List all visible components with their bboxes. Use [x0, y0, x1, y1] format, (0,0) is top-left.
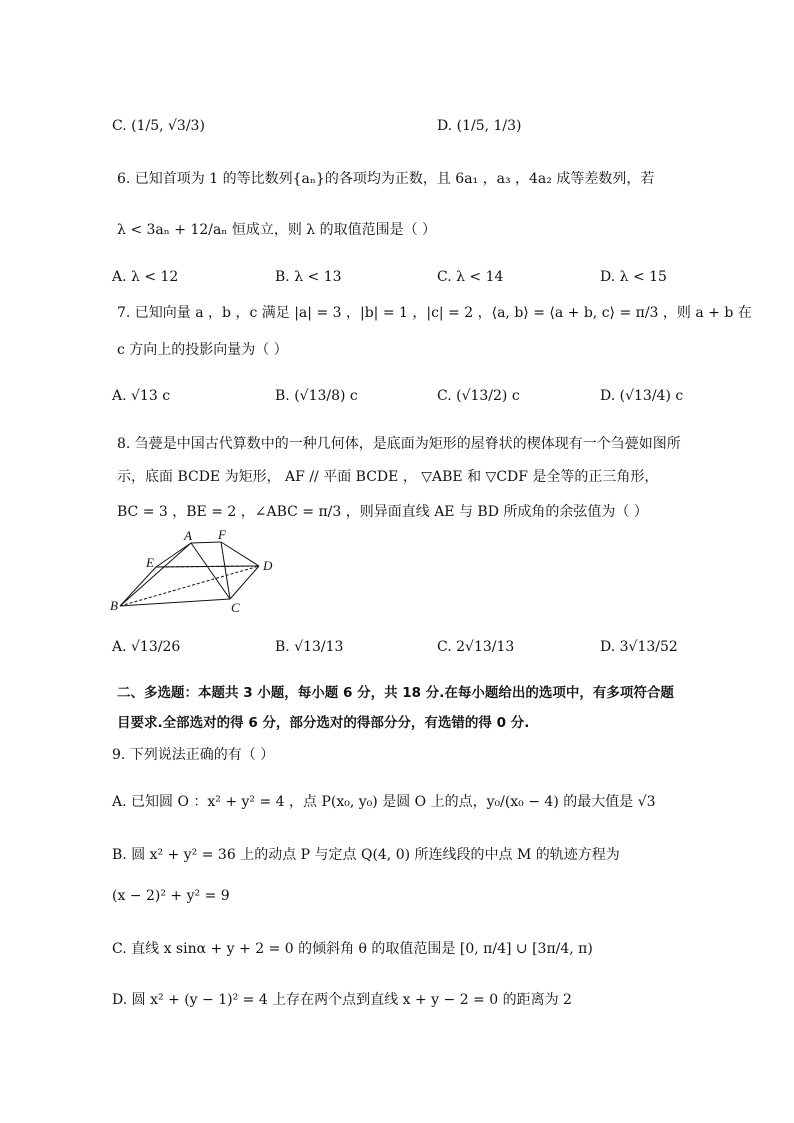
vertex-label-a: A: [184, 528, 192, 543]
q9-option-b-line2: (x − 2)² + y² = 9: [112, 888, 230, 904]
q8-option-c: C. 2√13/13: [437, 639, 515, 655]
section-heading-scoring-rule: 目要求.全部选对的得 6 分，部分选对的得部分分，有选错的得 0 分.: [117, 715, 530, 731]
section-heading-multiple-choice: 二、多选题：本题共 3 小题，每小题 6 分，共 18 分.在每小题给出的选项中，有多项符合题: [117, 685, 674, 701]
q8-option-a: A. √13/26: [112, 639, 181, 655]
q7-option-d: D. (√13/4) c: [600, 388, 684, 404]
q9-stem: 9. 下列说法正确的有（ ）: [112, 747, 275, 763]
q7-stem-line2: c 方向上的投影向量为（ ）: [117, 342, 288, 358]
q5-option-c: C. (1/5, √3/3): [112, 118, 205, 134]
q7-stem-line1: 7. 已知向量 a ，b ，c 满足 |a| = 3 ，|b| = 1 ，|c| = 2 ，⟨a, b⟩ = ⟨a + b, c⟩ = π/3 ，则 a + b 在: [117, 305, 752, 321]
q9-option-c: C. 直线 x sinα + y + 2 = 0 的倾斜角 θ 的取值范围是 [0, π/4] ∪ [3π/4, π): [112, 941, 593, 957]
q6-option-a: A. λ < 12: [112, 269, 179, 285]
vertex-label-f: F: [218, 527, 226, 542]
q7-option-c: C. (√13/2) c: [437, 388, 520, 404]
vertex-label-e: E: [146, 555, 154, 570]
vertex-label-b: B: [110, 598, 118, 613]
q9-option-b-line1: B. 圆 x² + y² = 36 上的动点 P 与定点 Q(4, 0) 所连线段的中点 M 的轨迹方程为: [112, 847, 620, 863]
q6-option-d: D. λ < 15: [600, 269, 667, 285]
q9-option-d: D. 圆 x² + (y − 1)² = 4 上存在两个点到直线 x + y − 2 = 0 的距离为 2: [112, 992, 572, 1008]
q8-stem-line1: 8. 刍甍是中国古代算数中的一种几何体，是底面为矩形的屋脊状的楔体现有一个刍甍如图所: [117, 436, 681, 452]
q7-option-b: B. (√13/8) c: [275, 388, 358, 404]
q6-option-c: C. λ < 14: [437, 269, 504, 285]
chumeng-solid-figure: [108, 526, 288, 616]
q6-option-b: B. λ < 13: [275, 269, 342, 285]
vertex-label-c: C: [231, 600, 240, 615]
q6-stem-line1: 6. 已知首项为 1 的等比数列{aₙ}的各项均为正数，且 6a₁ ，a₃ ，4a₂ 成等差数列，若: [117, 171, 655, 187]
q8-option-b: B. √13/13: [275, 639, 344, 655]
q5-option-d: D. (1/5, 1/3): [437, 118, 522, 134]
q8-stem-line3: BC = 3 ，BE = 2 ，∠ABC = π/3 ，则异面直线 AE 与 BD 所成角的余弦值为（ ）: [117, 504, 648, 520]
vertex-label-d: D: [263, 558, 273, 573]
q6-stem-line2: λ < 3aₙ + 12/aₙ 恒成立，则 λ 的取值范围是（ ）: [117, 222, 437, 238]
q8-option-d: D. 3√13/52: [600, 639, 678, 655]
q8-stem-line2: 示，底面 BCDE 为矩形， AF // 平面 BCDE ， ▽ABE 和 ▽CDF 是全等的正三角形，: [117, 469, 659, 485]
q9-option-a: A. 已知圆 O ：x² + y² = 4 ，点 P(x₀, y₀) 是圆 O 上的点，y₀/(x₀ − 4) 的最大值是 √3: [112, 794, 656, 810]
q7-option-a: A. √13 c: [112, 388, 171, 404]
